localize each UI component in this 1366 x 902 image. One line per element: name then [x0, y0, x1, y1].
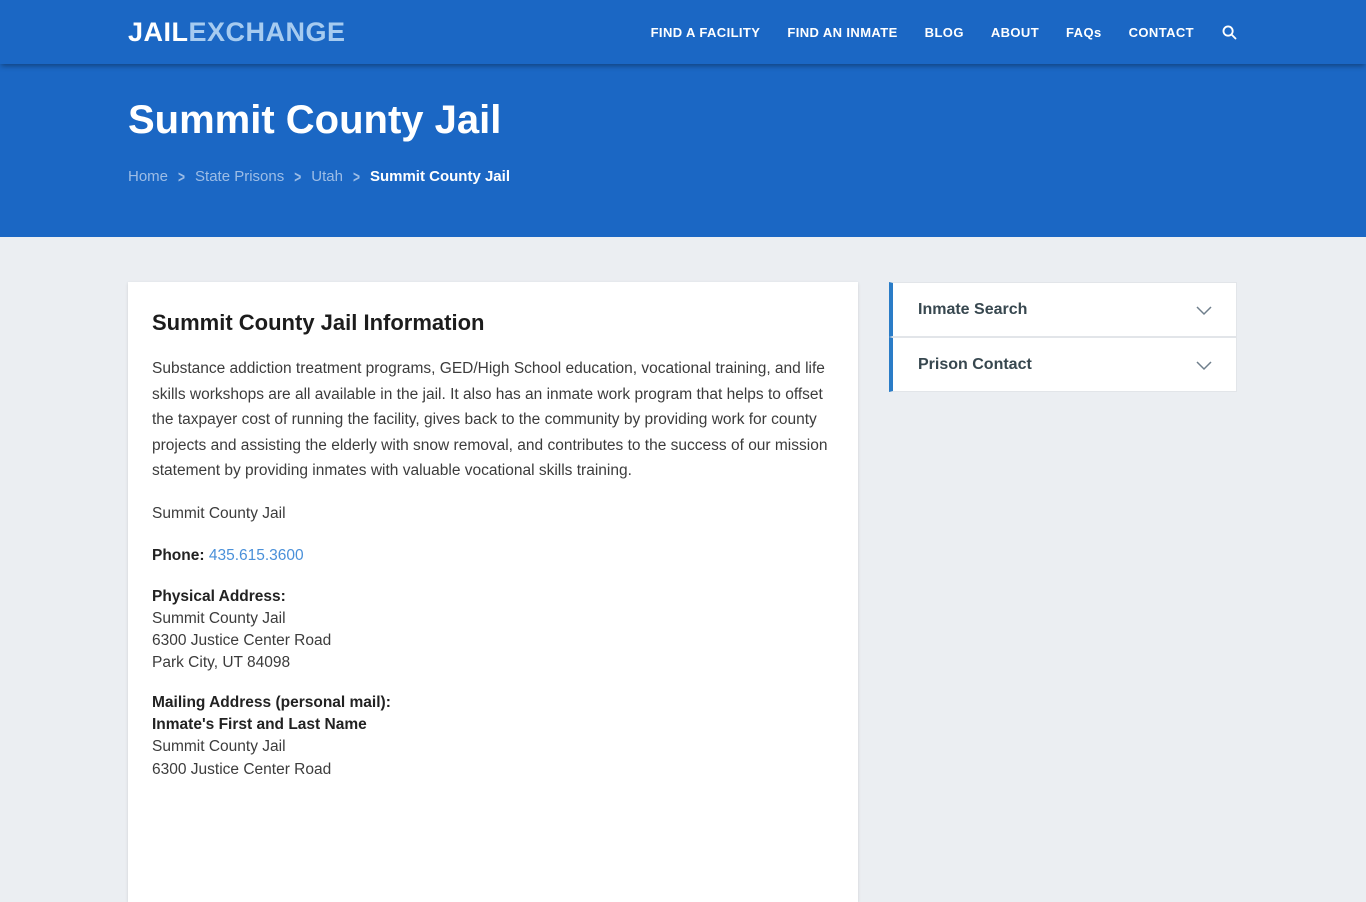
facility-name: Summit County Jail — [152, 504, 286, 522]
phone-row — [152, 543, 834, 569]
breadcrumb-separator-icon: > — [178, 166, 186, 187]
chevron-down-icon — [1192, 298, 1216, 322]
breadcrumb-separator-icon: > — [294, 166, 302, 187]
breadcrumb — [128, 168, 1238, 185]
mailing-address-line: 6300 Justice Center Road — [152, 760, 332, 778]
main-nav — [651, 24, 1238, 41]
info-paragraph: Substance addiction treatment programs, GED/High School education, vocational training, and life skills workshops are all available in the jail. It also has an inmate work program that helps to offset the taxpayer cost of running the facility, gives back to the community by providing work for county projects and assisting the elderly with snow removal, and contributes to the success of our mission statement by providing inmates with valuable vocational skills training. — [152, 360, 828, 479]
mailing-address-block — [152, 692, 834, 781]
breadcrumb-state-prisons[interactable]: State Prisons — [195, 168, 285, 185]
inmate-search-accordion[interactable] — [889, 282, 1237, 337]
info-heading: Summit County Jail Information — [152, 310, 485, 335]
physical-address-line: Park City, UT 84098 — [152, 654, 291, 672]
page-title: Summit County Jail — [128, 98, 502, 142]
site-header — [0, 0, 1366, 64]
chevron-down-icon — [1192, 353, 1216, 377]
nav-contact[interactable]: CONTACT — [1128, 24, 1194, 40]
mailing-address-sublabel: Inmate's First and Last Name — [152, 715, 367, 733]
phone-label: Phone: — [152, 547, 205, 564]
info-card — [128, 282, 858, 902]
hero-banner — [0, 64, 1366, 237]
physical-address-block — [152, 586, 834, 675]
physical-address-line: Summit County Jail — [152, 609, 286, 627]
prison-contact-accordion[interactable] — [889, 337, 1237, 392]
physical-address-label: Physical Address: — [152, 587, 286, 605]
mailing-address-line: Summit County Jail — [152, 738, 286, 756]
search-icon[interactable] — [1221, 24, 1238, 41]
sidebar — [889, 282, 1237, 392]
logo[interactable] — [128, 16, 346, 47]
breadcrumb-separator-icon: > — [352, 166, 360, 187]
breadcrumb-home[interactable]: Home — [128, 168, 169, 185]
nav-faqs[interactable]: FAQs — [1066, 24, 1102, 40]
breadcrumb-current: Summit County Jail — [369, 168, 510, 185]
nav-find-a-facility[interactable]: FIND A FACILITY — [650, 24, 761, 40]
inmate-search-label: Inmate Search — [918, 300, 1028, 318]
phone-link[interactable]: 435.615.3600 — [208, 547, 304, 564]
physical-address-line: 6300 Justice Center Road — [152, 632, 332, 650]
mailing-address-label: Mailing Address (personal mail): — [152, 693, 391, 711]
logo-exchange: EXCHANGE — [188, 16, 346, 47]
prison-contact-label: Prison Contact — [918, 355, 1032, 373]
logo-jail: JAIL — [128, 16, 189, 47]
nav-blog[interactable]: BLOG — [924, 24, 964, 40]
breadcrumb-utah[interactable]: Utah — [311, 168, 343, 185]
nav-about[interactable]: ABOUT — [990, 24, 1040, 40]
nav-find-an-inmate[interactable]: FIND AN INMATE — [787, 24, 898, 40]
